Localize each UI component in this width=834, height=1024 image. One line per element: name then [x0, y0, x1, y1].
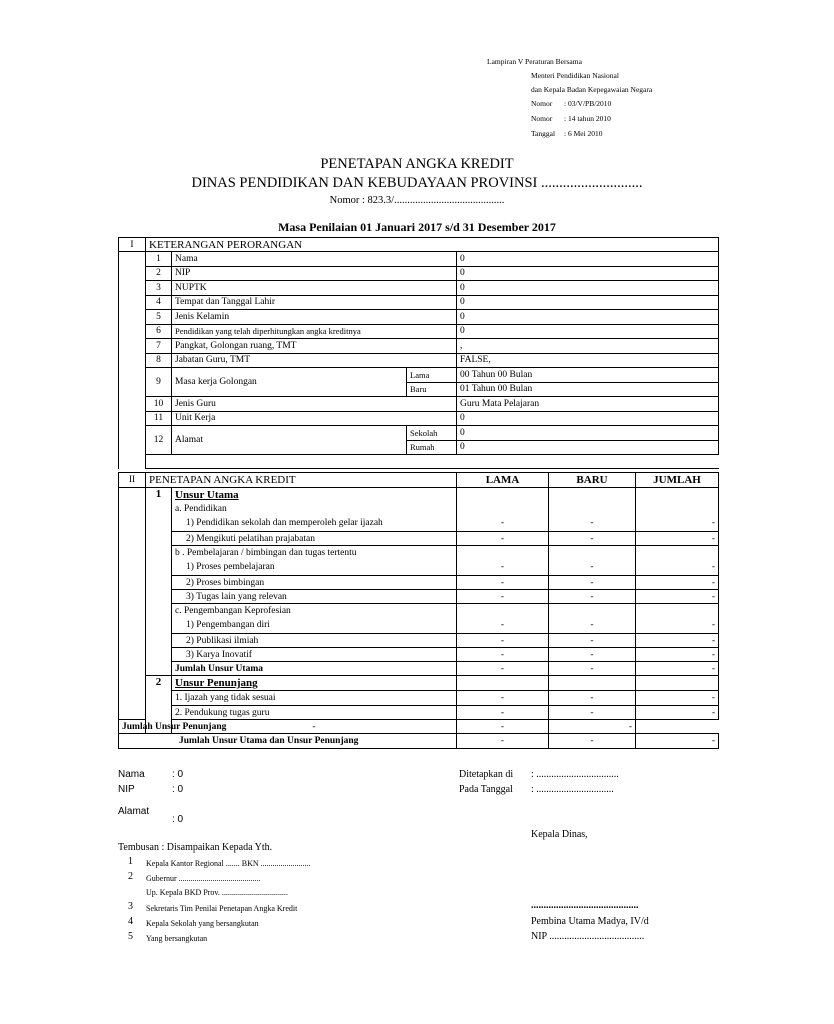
signature-rank: Pembina Utama Madya, IV/d [531, 916, 649, 927]
score-cell: - [549, 648, 636, 662]
tanggal-value: : ............................... [531, 784, 614, 795]
score-cell: - [549, 532, 636, 546]
score-cell: - [457, 576, 549, 590]
score-cell: - [549, 590, 636, 604]
score-cell: - [457, 734, 549, 749]
section2-roman: II [119, 473, 146, 488]
signature-name-dots: ........................................... [531, 900, 639, 911]
score-cell: - [549, 560, 636, 576]
reference-line2: Menteri Pendidikan Nasional [531, 71, 619, 80]
score-cell: - [172, 720, 457, 734]
field-label: NUPTK [172, 281, 457, 296]
field-value: FALSE, [457, 353, 719, 368]
column-lama: LAMA [457, 473, 549, 488]
document-number: Nomor : 823.3/.......................................... [329, 195, 505, 206]
footer-nama-label: Nama [118, 769, 145, 780]
tembusan-title: Tembusan : Disampaikan Kepada Yth. [118, 842, 273, 853]
score-cell: - [636, 576, 719, 590]
item-pengembangan: c. Pengembangan Keprofesian [172, 604, 457, 618]
document-subtitle: DINAS PENDIDIKAN DAN KEBUDAYAAN PROVINSI ............................ [191, 175, 643, 191]
footer-nip-value: : 0 [172, 784, 184, 795]
item-p2: 2. Pendukung tugas guru [172, 706, 457, 720]
column-baru: BARU [549, 473, 636, 488]
score-cell: - [457, 560, 549, 576]
score-cell: - [636, 590, 719, 604]
group1-number: 1 [146, 488, 172, 676]
item-pendidikan: a. Pendidikan [172, 502, 457, 516]
field-value: 0 [457, 411, 719, 426]
field-value: 0 [457, 295, 719, 310]
score-cell: - [457, 532, 549, 546]
field-label: NIP [172, 266, 457, 281]
tembusan-item: Kepala Sekolah yang bersangkutan [146, 919, 259, 928]
score-cell: - [549, 516, 636, 532]
field-label: Tempat dan Tanggal Lahir [172, 295, 457, 310]
reference-line5-value: : 14 tahun 2010 [564, 114, 611, 123]
item-p1: 1. Ijazah yang tidak sesuai [172, 691, 457, 706]
field-label: Pendidikan yang telah diperhitungkan angka kreditnya [172, 324, 457, 339]
score-cell: - [636, 648, 719, 662]
score-cell: - [636, 516, 719, 532]
score-cell: - [549, 706, 636, 720]
field-value: 0 [457, 324, 719, 339]
field-value: , [457, 339, 719, 354]
item-pembelajaran: b . Pembelajaran / bimbingan dan tugas tertentu [172, 546, 457, 560]
item-b3: 3) Tugas lain yang relevan [172, 590, 457, 604]
footer-alamat-label: Alamat [118, 806, 150, 817]
score-cell: - [636, 706, 719, 720]
reference-line4-label: Nomor [531, 99, 553, 108]
score-cell: - [636, 662, 719, 676]
score-cell: - [549, 618, 636, 634]
score-cell: - [636, 634, 719, 648]
group1-title: Unsur Utama [172, 488, 457, 502]
item-c2: 2) Publikasi ilmiah [172, 634, 457, 648]
assessment-period: Masa Penilaian 01 Januari 2017 s/d 31 Desember 2017 [278, 220, 556, 234]
score-cell: - [636, 734, 719, 749]
item-c3: 3) Karya Inovatif [172, 648, 457, 662]
field-value: Guru Mata Pelajaran [457, 397, 719, 412]
score-cell: - [549, 576, 636, 590]
field-label: Jenis Kelamin [172, 310, 457, 325]
personal-info-table: I KETERANGAN PERORANGAN 1 Nama 0 2 NIP 0 3 NUPTK 0 4 Tempat dan Tanggal Lahir 0 5 Jenis Kelamin 0 6 Pendidikan yang telah diperhitungkan angka kreditnya 0 7 Pangkat, Golongan ruang, TMT , 8 Jabatan Guru, TMT FALSE, 9 Masa kerja Golongan Lama 00 Tahun 00 Bulan Baru 01 Tahun 00 Bulan 10 Jenis Guru Guru Mata Pelajaran 11 Unit Kerja 0 12 Alamat Sekolah 0 Rumah 0 [118, 237, 719, 469]
score-cell: - [549, 662, 636, 676]
score-cell: - [457, 691, 549, 706]
score-cell: - [549, 720, 636, 734]
tembusan-item: Gubernur ......................................... [146, 874, 261, 883]
section1-title: KETERANGAN PERORANGAN [146, 238, 719, 252]
tanggal-label: Pada Tanggal [459, 784, 513, 795]
reference-line1: Lampiran V Peraturan Bersama [487, 57, 582, 66]
field-value: 00 Tahun 00 Bulan [457, 368, 719, 383]
score-cell: - [457, 720, 549, 734]
section1-roman: I [119, 238, 146, 252]
score-cell: - [457, 648, 549, 662]
field-value: 0 [457, 426, 719, 441]
column-jumlah: JUMLAH [636, 473, 719, 488]
score-cell: - [549, 691, 636, 706]
footer-nip-label: NIP [118, 784, 135, 795]
reference-line3: dan Kepala Badan Kepegawaian Negara [531, 85, 653, 94]
score-cell: - [549, 734, 636, 749]
credit-score-table [118, 472, 719, 749]
reference-line6-value: : 6 Mei 2010 [564, 129, 603, 138]
score-cell: - [457, 618, 549, 634]
score-cell: - [636, 618, 719, 634]
tembusan-item: Up. Kepala BKD Prov. ................................. [146, 888, 288, 897]
ditetapkan-label: Ditetapkan di [459, 769, 514, 780]
score-cell: - [549, 634, 636, 648]
score-cell: - [457, 590, 549, 604]
field-label: Unit Kerja [172, 411, 457, 426]
reference-line5-label: Nomor [531, 114, 553, 123]
field-value: 0 [457, 266, 719, 281]
group2-title: Unsur Penunjang [172, 676, 457, 691]
section2-title: PENETAPAN ANGKA KREDIT [146, 473, 457, 488]
item-b1: 1) Proses pembelajaran [172, 560, 457, 576]
field-value: 0 [457, 281, 719, 296]
footer-alamat-value: : 0 [172, 814, 184, 825]
tembusan-item: Yang bersangkutan [146, 934, 208, 943]
reference-line6-label: Tanggal [531, 129, 556, 138]
score-cell: - [636, 691, 719, 706]
ditetapkan-value: : ................................. [531, 769, 619, 780]
kepala-dinas: Kepala Dinas, [531, 829, 588, 840]
field-value: 0 [457, 310, 719, 325]
item-c1: 1) Pengembangan diri [172, 618, 457, 634]
footer-nama-value: : 0 [172, 769, 184, 780]
item-a1: 1) Pendidikan sekolah dan memperoleh gelar ijazah [172, 516, 457, 532]
score-cell: - [457, 706, 549, 720]
jumlah-total: Jumlah Unsur Utama dan Unsur Penunjang [119, 734, 457, 749]
jumlah-unsur-penunjang: Jumlah Unsur Penunjang [119, 720, 146, 734]
tembusan-item: Kepala Kantor Regional ....... BKN ......................... [146, 859, 311, 868]
field-label: Nama [172, 252, 457, 267]
item-a2: 2) Mengikuti pelatihan prajabatan [172, 532, 457, 546]
field-label: Jabatan Guru, TMT [172, 353, 457, 368]
signature-nip: NIP ...................................... [531, 931, 645, 942]
field-value: 01 Tahun 00 Bulan [457, 382, 719, 397]
field-label: Jenis Guru [172, 397, 457, 412]
field-label: Pangkat, Golongan ruang, TMT [172, 339, 457, 354]
score-cell: - [457, 662, 549, 676]
score-cell: - [636, 532, 719, 546]
field-label: Alamat [172, 426, 407, 455]
field-label: Masa kerja Golongan [172, 368, 407, 397]
tembusan-item: Sekretaris Tim Penilai Penetapan Angka Kredit [146, 904, 298, 913]
jumlah-unsur-utama: Jumlah Unsur Utama [172, 662, 457, 676]
score-cell: - [636, 560, 719, 576]
reference-line4-value: : 03/V/PB/2010 [564, 99, 612, 108]
item-b2: 2) Proses bimbingan [172, 576, 457, 590]
field-value: 0 [457, 440, 719, 455]
field-value: 0 [457, 252, 719, 267]
score-cell: - [457, 634, 549, 648]
document-title: PENETAPAN ANGKA KREDIT [320, 156, 514, 172]
score-cell: - [457, 516, 549, 532]
group2-number: 2 [146, 676, 172, 734]
